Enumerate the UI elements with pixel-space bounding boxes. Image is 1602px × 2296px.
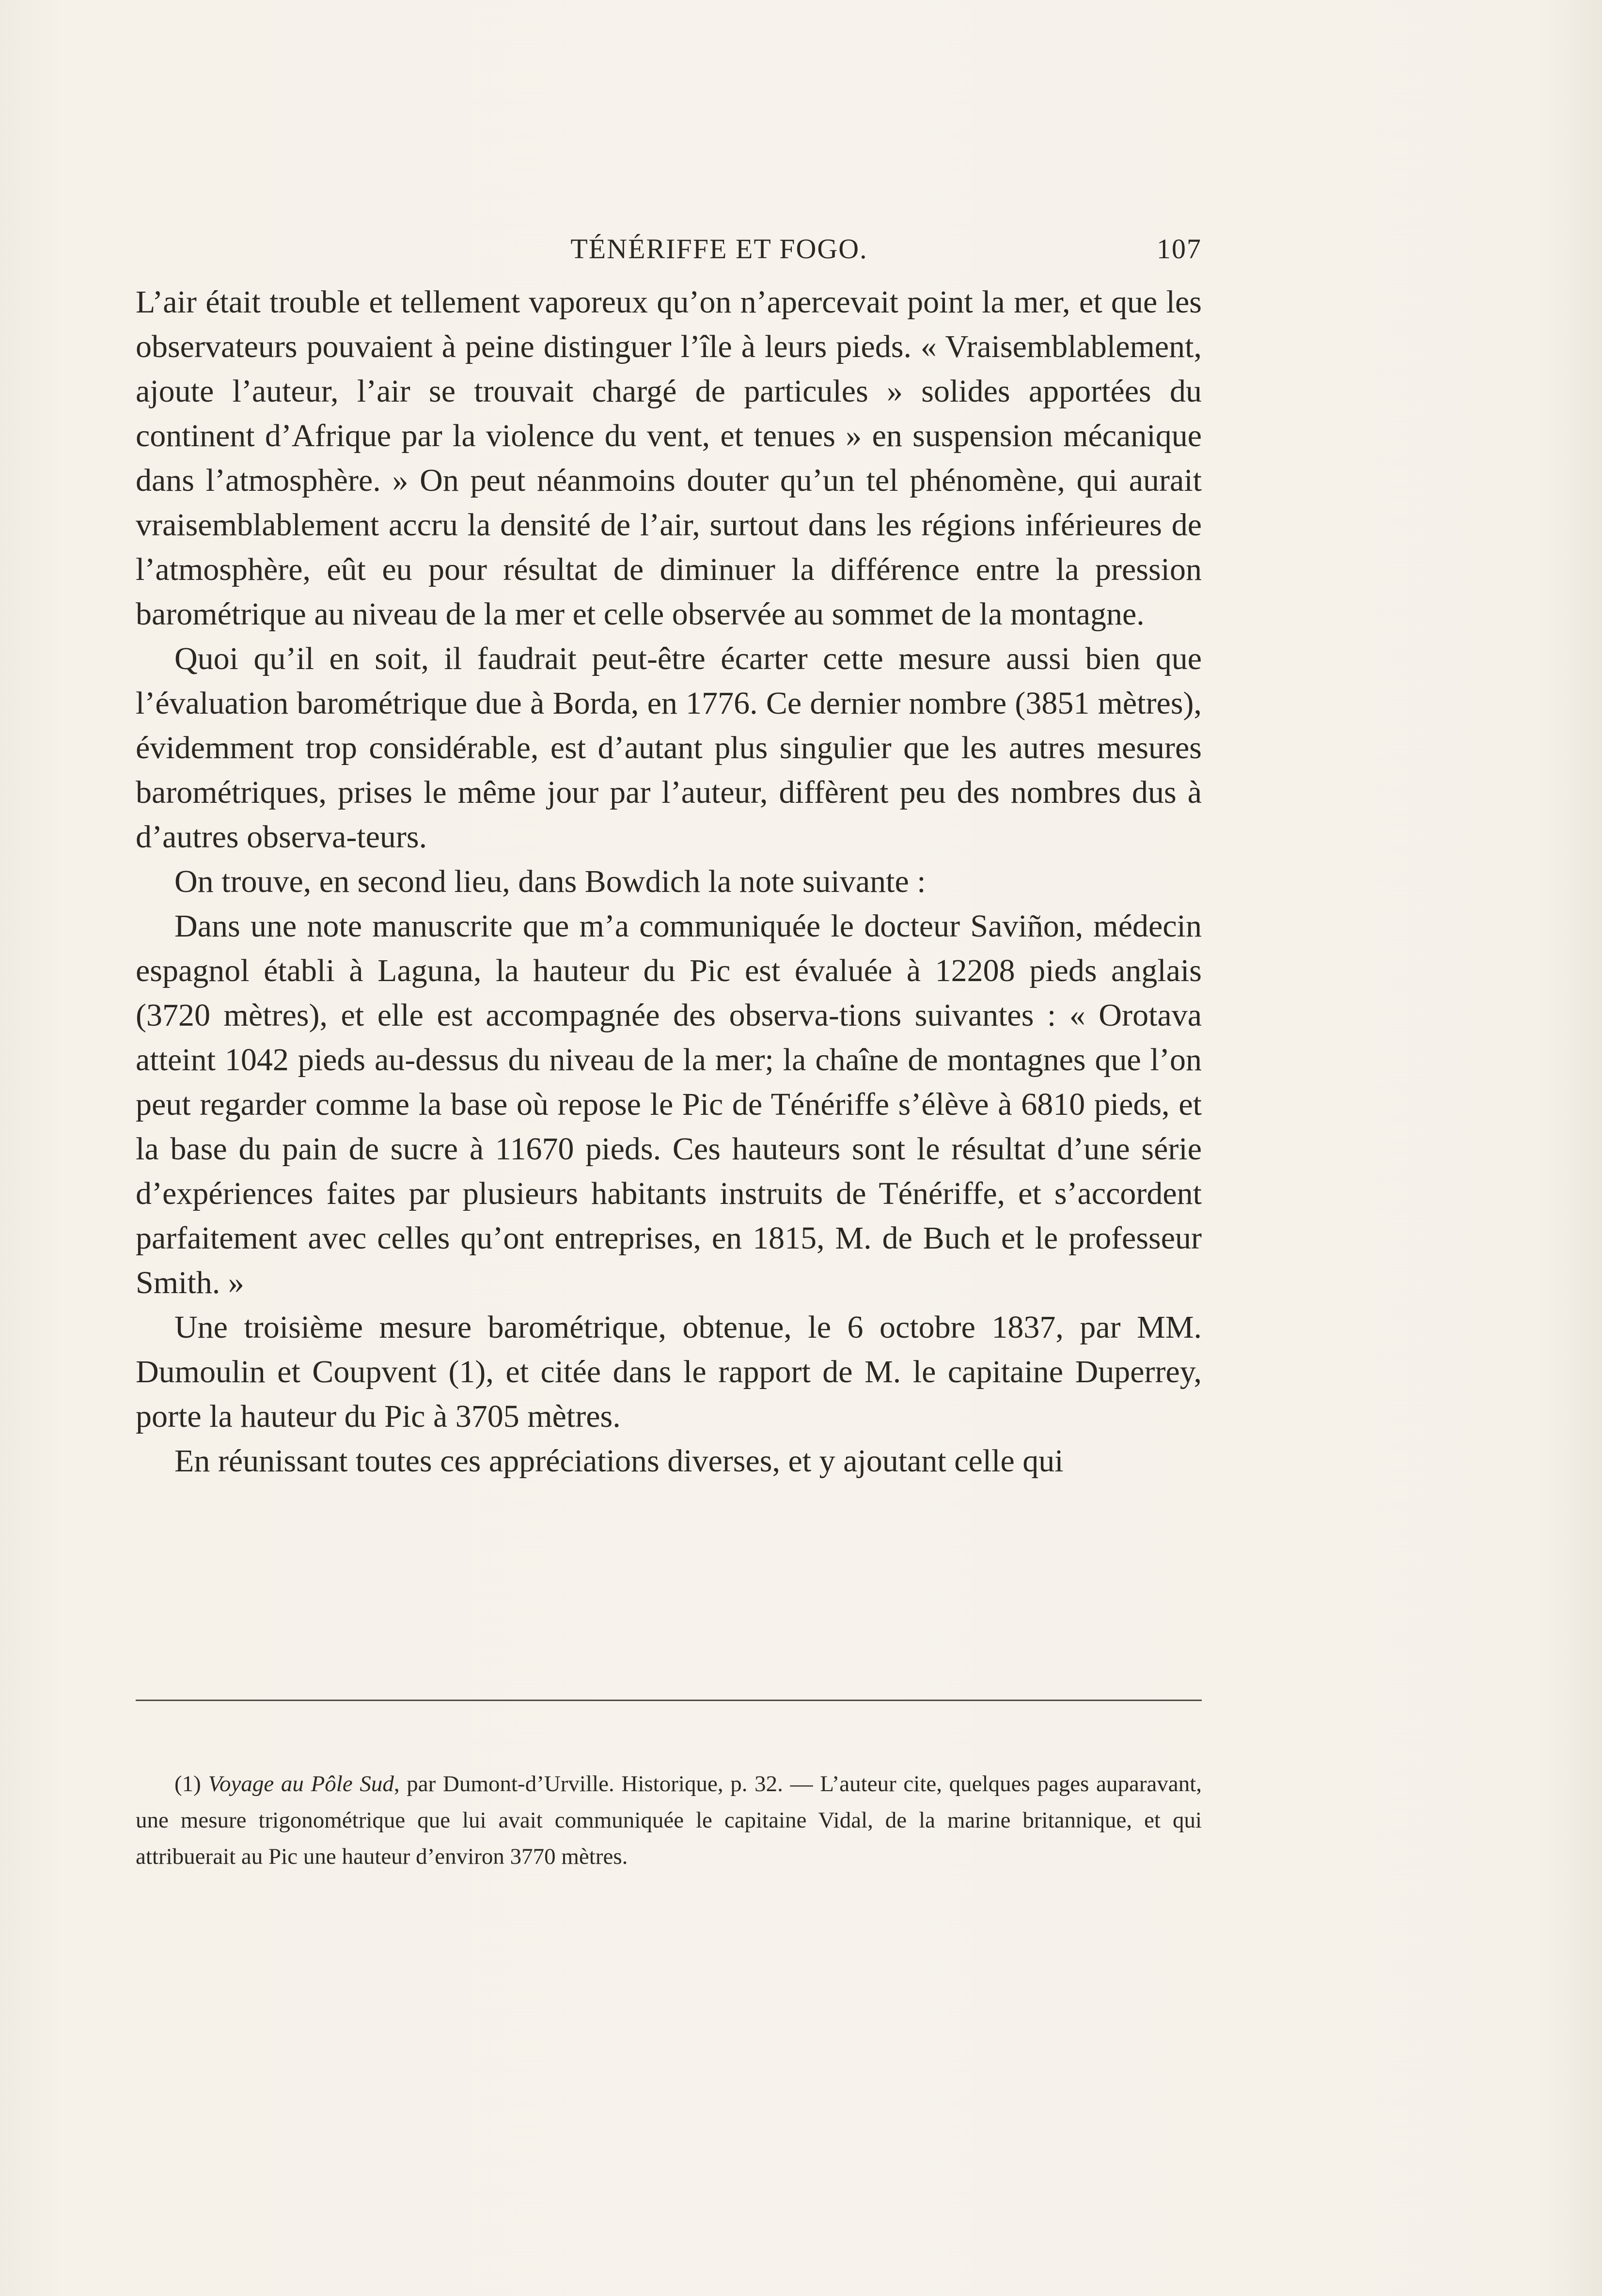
running-title: TÉNÉRIFFE ET FOGO. (570, 233, 868, 265)
page-number: 107 (1157, 233, 1202, 265)
main-text (136, 280, 1202, 1695)
paragraph-5: Une troisième mesure barométrique, obtenue, le 6 octobre 1837, par MM. Dumoulin et Coupvent (1), et citée dans le rapport de M. le capitaine Duperrey, porte la hauteur du Pic à 3705 mètres. (136, 1310, 1202, 1434)
footnote (136, 1766, 1202, 1875)
page-header (136, 233, 1202, 276)
footnote-separator (136, 1700, 1202, 1701)
paragraph-4: Dans une note manuscrite que m’a communiquée le docteur Saviñon, médecin espagnol établi à Laguna, la hauteur du Pic est évaluée à 12208 pieds anglais (3720 mètres), et elle est accompagnée des observa-tions suivantes : « Orotava atteint 1042 pieds au-dessus du niveau de la mer; la chaîne de montagnes que l’on peut regarder comme la base où repose le Pic de Ténériffe s’élève à 6810 pieds, et la base du pain de sucre à 11670 pieds. Ces hauteurs sont le résultat d’une série d’expériences faites par plusieurs habitants instruits de Ténériffe, et s’accordent parfaitement avec celles qu’ont entreprises, en 1815, M. de Buch et le professeur Smith. » (136, 908, 1202, 1300)
footnote-marker: (1) (174, 1771, 201, 1796)
paragraph-1: L’air était trouble et tellement vaporeux qu’on n’apercevait point la mer, et que les observateurs pouvaient à peine distinguer l’île à leurs pieds. « Vraisemblablement, ajoute l’auteur, l’air se trouvait chargé de particules » solides apportées du continent d’Afrique par la violence du vent, et tenues » en suspension mécanique dans l’atmosphère. » On peut néanmoins douter qu’un tel phénomène, qui aurait vraisemblablement accru la densité de l’air, surtout dans les régions inférieures de l’atmosphère, eût eu pour résultat de diminuer la différence entre la pression barométrique au niveau de la mer et celle observée au sommet de la montagne. (136, 284, 1202, 632)
paragraph-2: Quoi qu’il en soit, il faudrait peut-être écarter cette mesure aussi bien que l’évaluation barométrique due à Borda, en 1776. Ce dernier nombre (3851 mètres), évidemment trop considérable, est d’autant plus singulier que les autres mesures barométriques, prises le même jour par l’auteur, diffèrent peu des nombres dus à d’autres observa-teurs. (136, 641, 1202, 855)
footnote-text: , par Dumont-d’Urville. Historique, p. 32. — L’auteur cite, quelques pages auparavant, une mesure trigonométrique que lui avait communiquée le capitaine Vidal, de la marine britannique, et qui attribuerait au Pic une hauteur d’environ 3770 mètres. (136, 1771, 1202, 1869)
footnote-title: Voyage au Pôle Sud (208, 1771, 394, 1796)
paragraph-6: En réunissant toutes ces appréciations diverses, et y ajoutant celle qui (174, 1443, 1064, 1479)
footnote-paragraph (136, 1766, 1202, 1875)
paragraph-3: On trouve, en second lieu, dans Bowdich la note suivante : (174, 864, 926, 899)
